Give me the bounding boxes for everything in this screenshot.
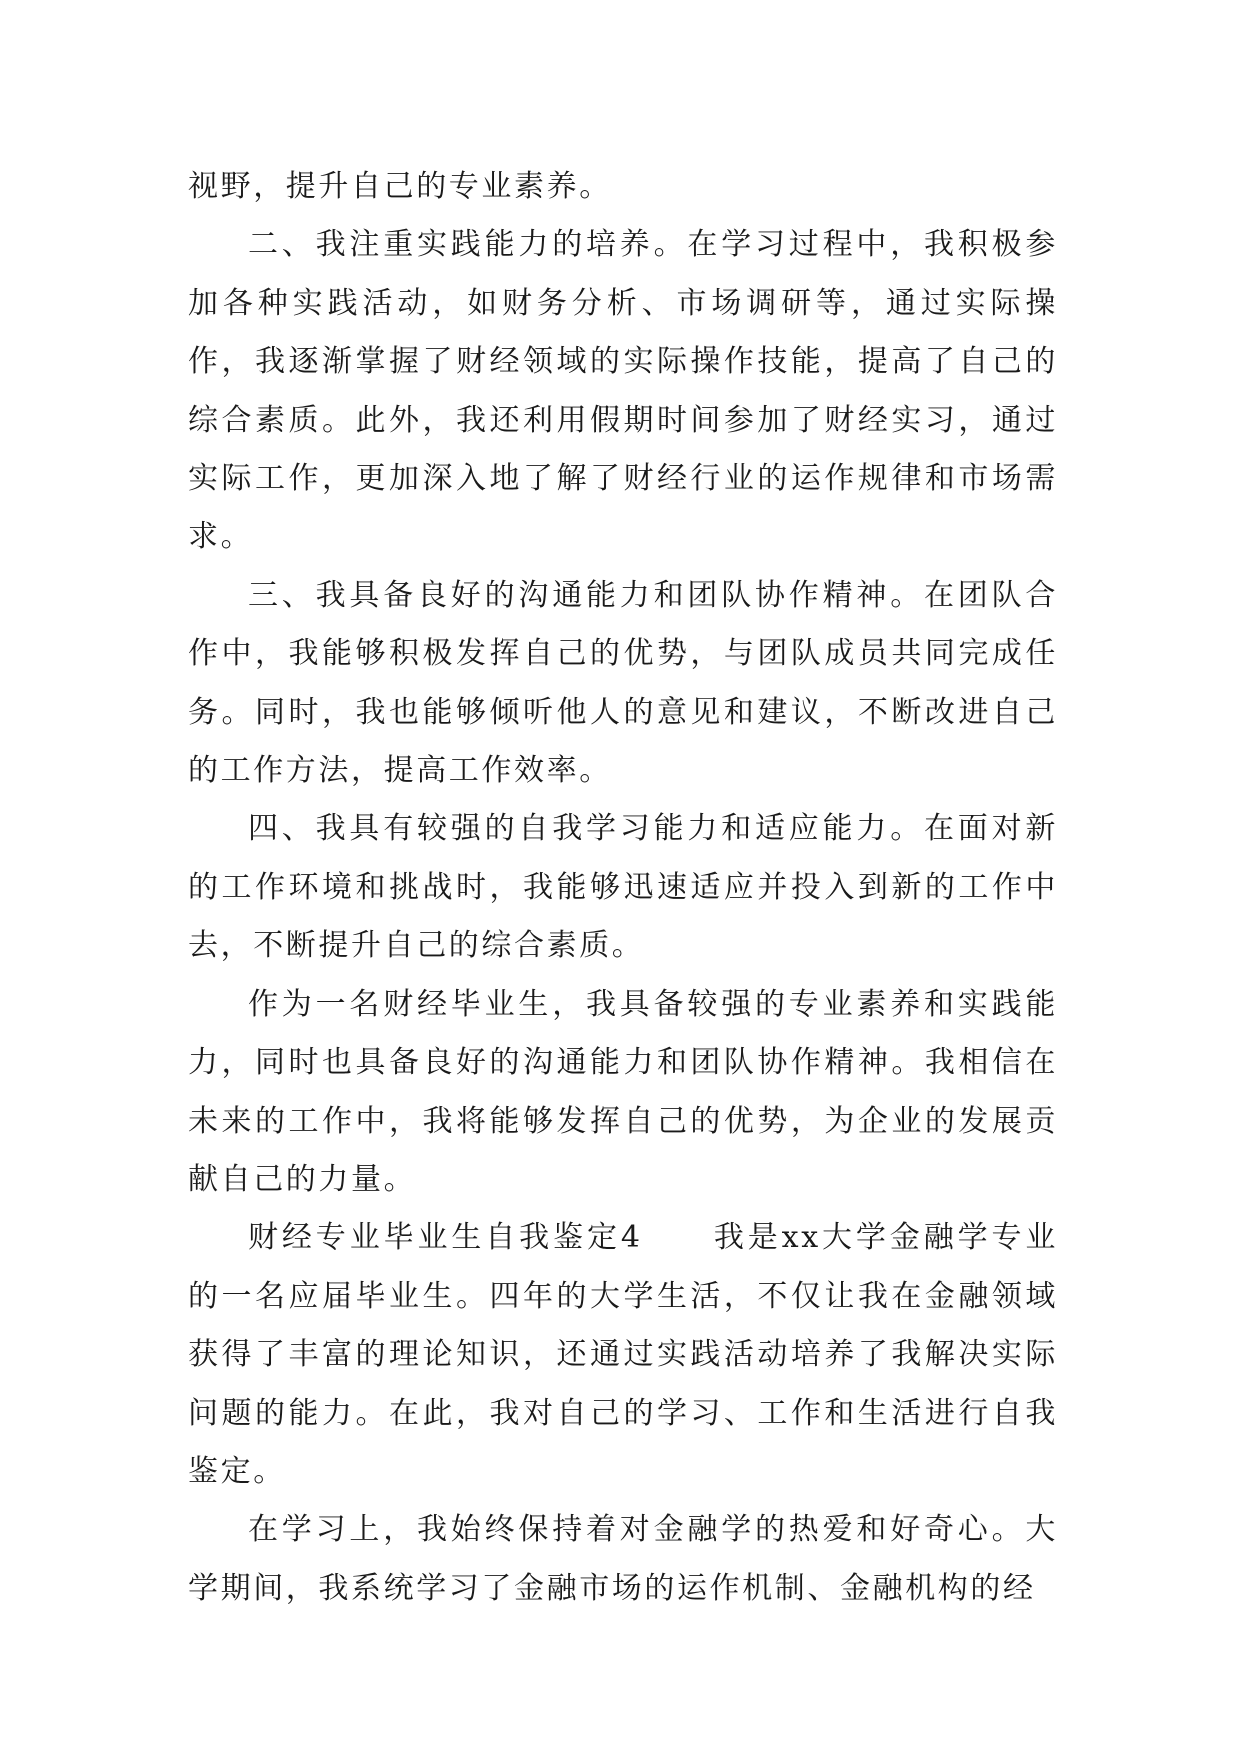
section-intro: 我是xx大学金融学专业的一名应届毕业生。四年的大学生活，不仅让我在金融领域获得了丰富的理论知识，还通过实践活动培养了我解决实际问题的能力。在此，我对自己的学习、工作和生活进行自我鉴定。	[188, 1220, 1058, 1489]
paragraph-communication: 三、我具备良好的沟通能力和团队协作精神。在团队合作中，我能够积极发挥自己的优势，与团队成员共同完成任务。同时，我也能够倾听他人的意见和建议，不断改进自己的工作方法，提高工作效率。	[188, 577, 1058, 789]
section-heading: 财经专业毕业生自我鉴定4	[248, 1220, 643, 1256]
paragraph-section-4	[188, 1209, 1058, 1501]
paragraph-self-learning: 四、我具有较强的自我学习能力和适应能力。在面对新的工作环境和挑战时，我能够迅速适应并投入到新的工作中去，不断提升自己的综合素质。	[188, 811, 1058, 964]
paragraph-summary: 作为一名财经毕业生，我具备较强的专业素养和实践能力，同时也具备良好的沟通能力和团队协作精神。我相信在未来的工作中，我将能够发挥自己的优势，为企业的发展贡献自己的力量。	[188, 986, 1058, 1197]
document-body	[188, 158, 1058, 1618]
paragraph-practice-ability: 二、我注重实践能力的培养。在学习过程中，我积极参加各种实践活动，如财务分析、市场调研等，通过实际操作，我逐渐掌握了财经领域的实际操作技能，提高了自己的综合素质。此外，我还利用假期时间参加了财经实习，通过实际工作，更加深入地了解了财经行业的运作规律和市场需求。	[188, 227, 1058, 555]
paragraph-continuation: 视野，提升自己的专业素养。	[188, 169, 612, 204]
paragraph-study: 在学习上，我始终保持着对金融学的热爱和好奇心。大学期间，我系统学习了金融市场的运作机制、金融机构的经	[188, 1512, 1058, 1606]
